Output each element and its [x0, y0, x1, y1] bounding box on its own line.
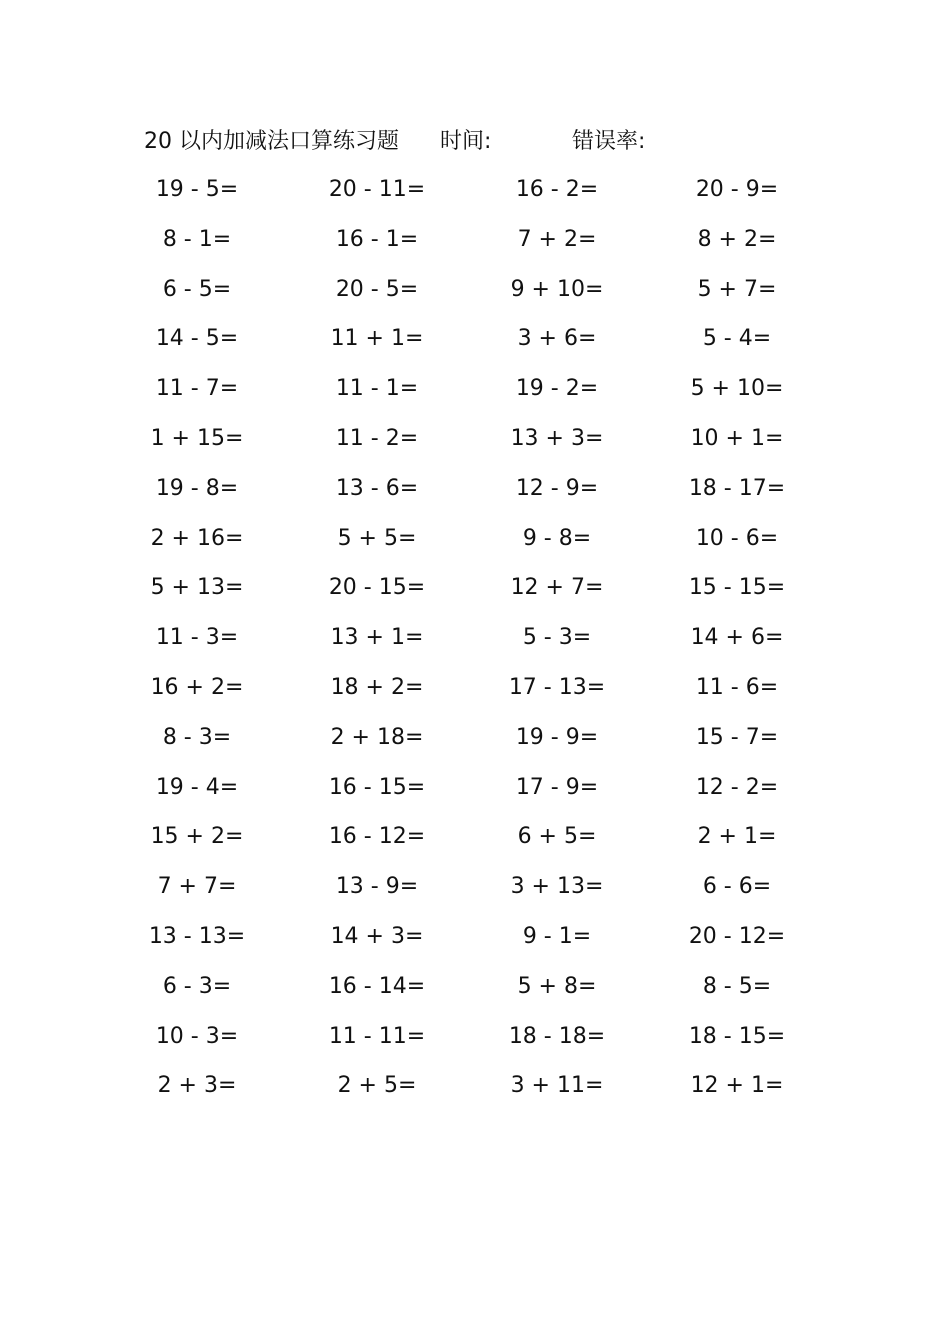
problem-item: 9 - 1=: [522, 923, 592, 949]
problem-item: 6 - 3=: [162, 973, 232, 999]
problem-item: 13 - 13=: [148, 923, 246, 949]
problem-row: [130, 419, 810, 469]
problem-row: [130, 469, 810, 519]
problem-item: 16 - 2=: [515, 177, 599, 202]
problem-item: 11 - 7=: [155, 376, 239, 402]
problem-item: 11 - 3=: [155, 625, 239, 651]
problem-row: [130, 1017, 810, 1067]
problem-item: 5 + 10=: [690, 376, 784, 402]
problem-item: 14 + 6=: [690, 625, 784, 651]
problem-item: 17 - 9=: [515, 774, 599, 800]
problem-item: 6 - 5=: [162, 276, 232, 302]
problem-row: [130, 220, 810, 270]
problem-item: 2 + 3=: [157, 1073, 237, 1099]
problem-item: 16 + 2=: [150, 674, 244, 700]
problem-item: 15 + 2=: [150, 824, 244, 850]
problem-item: 19 - 9=: [515, 724, 599, 750]
problem-item: 8 - 5=: [702, 973, 772, 999]
problem-item: 8 + 2=: [697, 226, 777, 252]
problem-item: 13 + 3=: [510, 425, 604, 451]
problem-row: [130, 319, 810, 369]
problem-item: 9 + 10=: [510, 276, 604, 302]
problem-item: 10 - 3=: [155, 1023, 239, 1049]
problem-item: 13 - 9=: [335, 874, 419, 900]
problem-item: 5 + 7=: [697, 276, 777, 302]
problem-item: 14 - 5=: [155, 326, 239, 352]
problem-item: 18 - 18=: [508, 1023, 606, 1049]
problem-item: 2 + 18=: [330, 724, 424, 750]
problem-item: 19 - 5=: [155, 177, 239, 202]
time-label: 时间:: [440, 129, 492, 154]
problem-item: 7 + 7=: [157, 874, 237, 900]
problem-item: 13 - 6=: [335, 475, 419, 501]
problem-row: [130, 718, 810, 768]
error-rate-label: 错误率:: [572, 129, 646, 154]
problem-item: 11 - 1=: [335, 376, 419, 402]
problem-row: [130, 768, 810, 818]
problem-item: 16 - 1=: [335, 226, 419, 252]
problem-item: 18 - 17=: [688, 475, 786, 501]
problem-item: 13 + 1=: [330, 625, 424, 651]
problem-item: 19 - 2=: [515, 376, 599, 402]
problem-item: 2 + 16=: [150, 525, 244, 551]
problem-item: 9 - 8=: [522, 525, 592, 551]
problem-item: 6 - 6=: [702, 874, 772, 900]
problem-item: 12 - 2=: [695, 774, 779, 800]
problem-row: [130, 1066, 810, 1116]
problem-item: 11 - 2=: [335, 425, 419, 451]
problem-item: 11 - 6=: [695, 674, 779, 700]
problem-item: 20 - 5=: [335, 276, 419, 302]
problem-item: 2 + 1=: [697, 824, 777, 850]
problem-item: 1 + 15=: [150, 425, 244, 451]
problem-item: 5 - 3=: [522, 625, 592, 651]
problem-item: 14 + 3=: [330, 923, 424, 949]
problem-item: 15 - 15=: [688, 575, 786, 601]
problem-row: [130, 369, 810, 419]
problem-item: 20 - 15=: [328, 575, 426, 601]
problem-row: [130, 817, 810, 867]
problem-item: 10 - 6=: [695, 525, 779, 551]
problem-item: 20 - 9=: [695, 177, 779, 202]
problem-row: [130, 270, 810, 320]
problem-item: 3 + 6=: [517, 326, 597, 352]
problem-item: 11 - 11=: [328, 1023, 426, 1049]
problem-item: 18 - 15=: [688, 1023, 786, 1049]
problem-item: 17 - 13=: [508, 674, 606, 700]
problem-item: 12 - 9=: [515, 475, 599, 501]
problem-item: 5 + 5=: [337, 525, 417, 551]
problem-item: 16 - 14=: [328, 973, 426, 999]
problem-item: 6 + 5=: [517, 824, 597, 850]
problem-row: [130, 568, 810, 618]
problem-item: 7 + 2=: [517, 226, 597, 252]
problem-item: 12 + 7=: [510, 575, 604, 601]
problem-row: [130, 867, 810, 917]
problem-item: 20 - 11=: [328, 177, 426, 202]
problem-item: 11 + 1=: [330, 326, 424, 352]
problem-item: 3 + 13=: [510, 874, 604, 900]
problem-item: 5 - 4=: [702, 326, 772, 352]
problem-item: 12 + 1=: [690, 1073, 784, 1099]
problem-item: 5 + 13=: [150, 575, 244, 601]
problem-item: 18 + 2=: [330, 674, 424, 700]
problem-item: 5 + 8=: [517, 973, 597, 999]
problem-item: 20 - 12=: [688, 923, 786, 949]
problem-row: [130, 170, 810, 220]
problem-row: [130, 519, 810, 569]
problem-row: [130, 967, 810, 1017]
problem-item: 19 - 4=: [155, 774, 239, 800]
problem-item: 16 - 15=: [328, 774, 426, 800]
problem-item: 19 - 8=: [155, 475, 239, 501]
problem-item: 10 + 1=: [690, 425, 784, 451]
problem-item: 15 - 7=: [695, 724, 779, 750]
problem-row: [130, 618, 810, 668]
problem-item: 8 - 1=: [162, 226, 232, 252]
problem-grid: [130, 170, 810, 1116]
problem-item: 16 - 12=: [328, 824, 426, 850]
worksheet-title: 20 以内加减法口算练习题: [144, 129, 399, 154]
problem-row: [130, 668, 810, 718]
problem-row: [130, 917, 810, 967]
problem-item: 2 + 5=: [337, 1073, 417, 1099]
problem-item: 3 + 11=: [510, 1073, 604, 1099]
problem-item: 8 - 3=: [162, 724, 232, 750]
